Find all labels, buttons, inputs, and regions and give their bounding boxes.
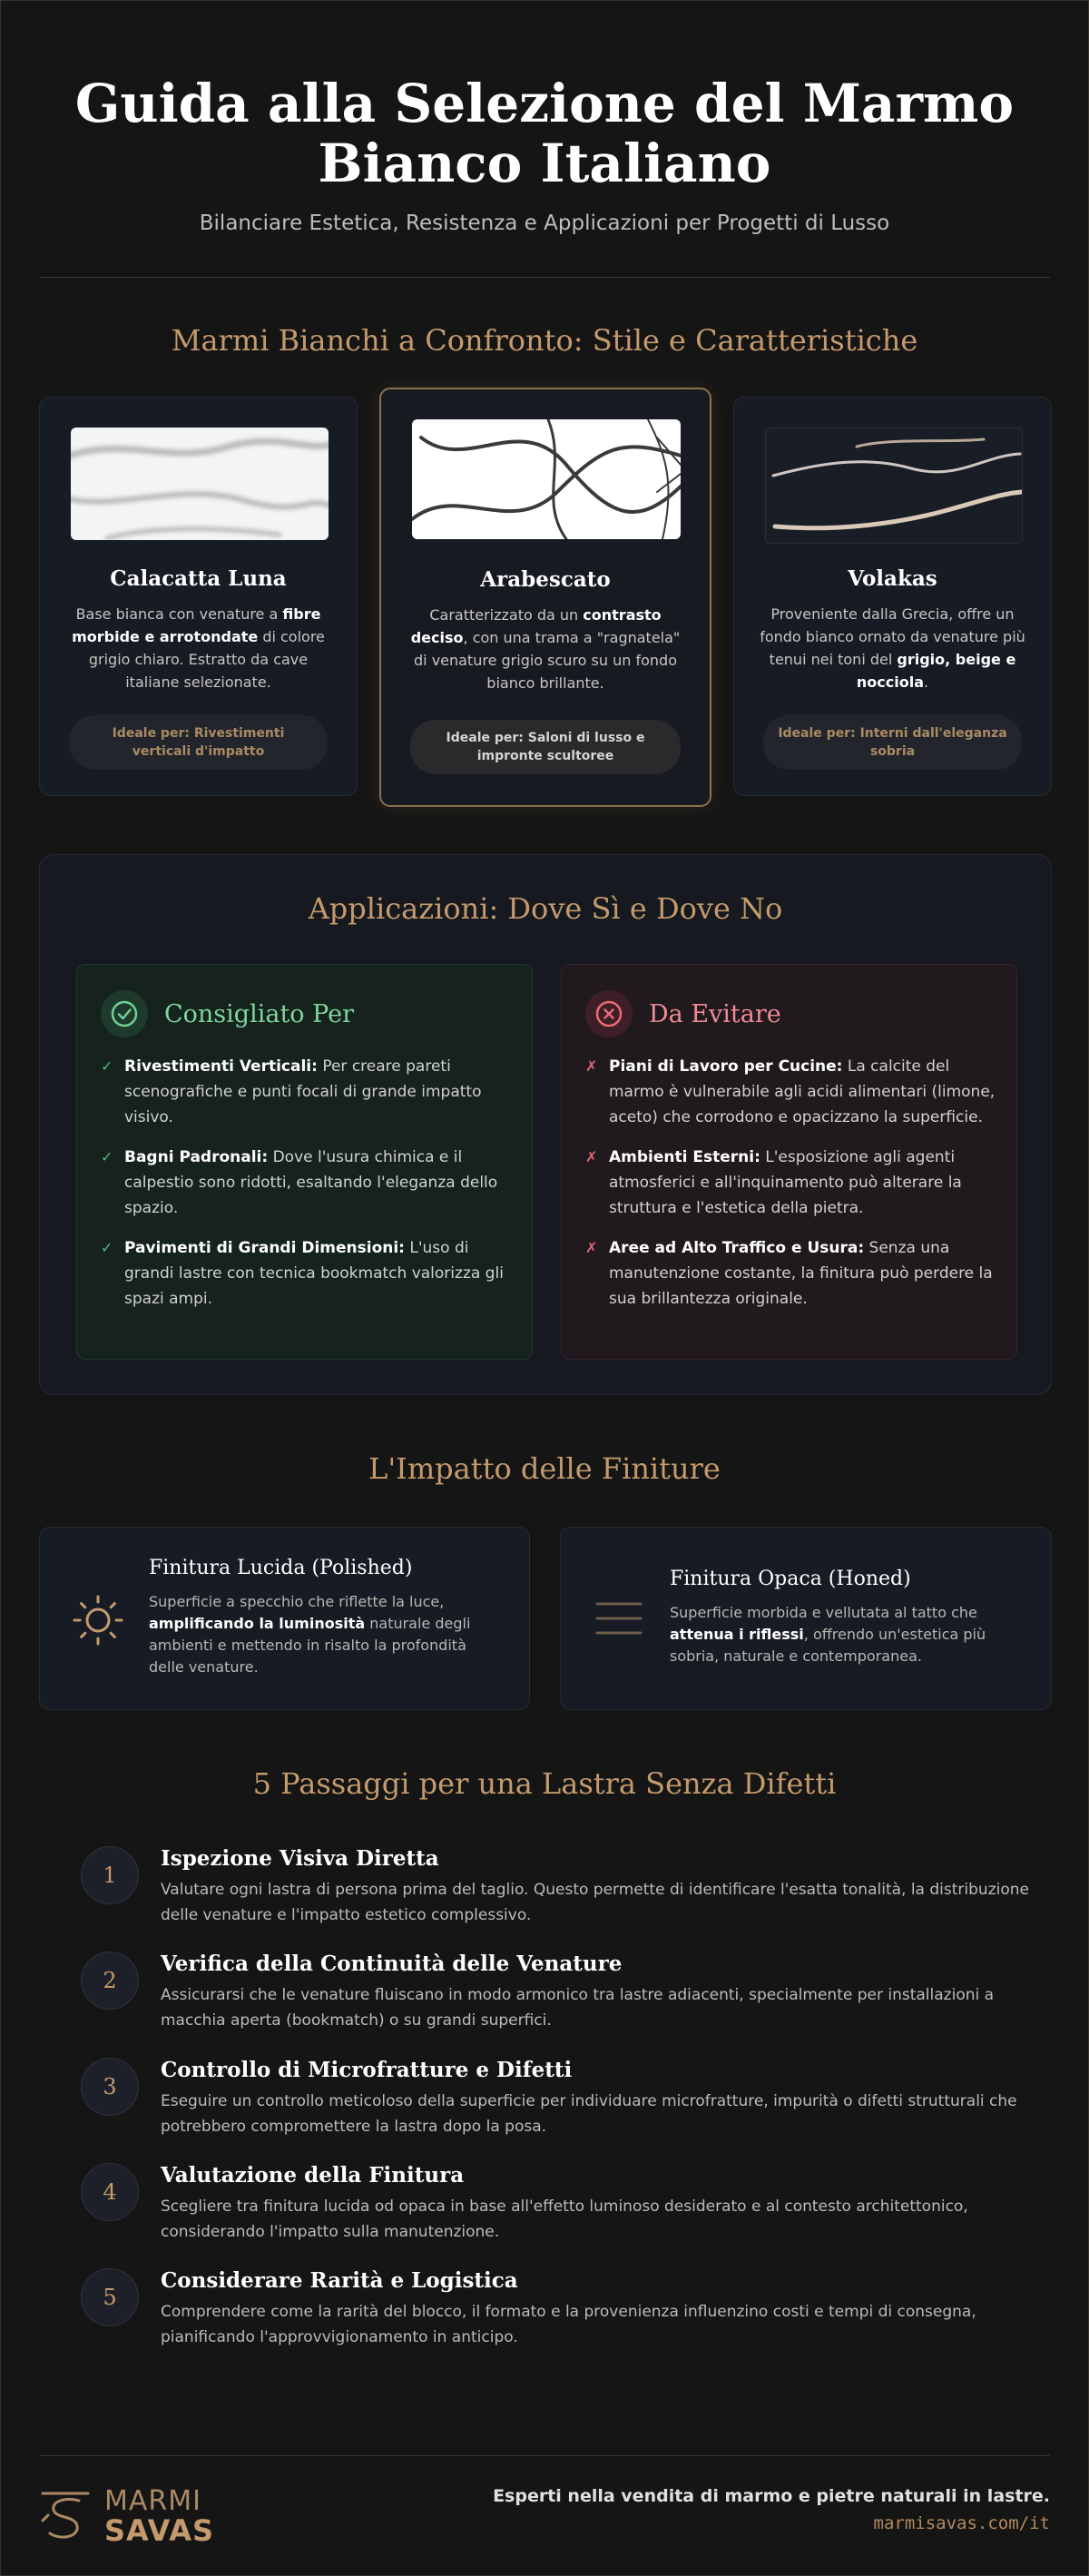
step-description: Valutare ogni lastra di persona prima del taglio. Questo permette di identificare l'esatta tonalità, la distribuzione delle venature e l'impatto estetico complessivo.: [161, 1881, 1029, 1924]
desc-highlight: attenua i riflessi: [670, 1626, 804, 1643]
footer-tagline: Esperti nella vendita di marmo e pietre naturali in lastre.: [493, 2486, 1050, 2506]
volakas-swatch: [765, 428, 1023, 544]
steps-title: 5 Passaggi per una Lastra Senza Difetti: [252, 1766, 837, 1801]
item-heading: Bagni Padronali:: [124, 1148, 269, 1166]
finish-title: Finitura Opaca (Honed): [670, 1568, 911, 1590]
step-title: Ispezione Visiva Diretta: [161, 1846, 439, 1871]
item-heading: Rivestimenti Verticali:: [124, 1057, 318, 1076]
list-item: [101, 1145, 512, 1221]
desc-text: Caratterizzato da un: [429, 606, 584, 624]
check-icon: ✓: [101, 1148, 113, 1165]
recommended-header: [101, 988, 354, 1039]
desc-highlight: contrasto deciso: [410, 606, 662, 646]
list-item: [585, 1145, 996, 1221]
desc-text: Base bianca con venature a: [75, 605, 283, 623]
step-description: Scegliere tra finitura lucida od opaca in base all'effetto luminoso desiderato e al contesto architettonico, considerando l'impatto sulla manutenzione.: [161, 2197, 968, 2241]
logo-mark-icon: [39, 2488, 92, 2544]
step-title: Considerare Rarità e Logistica: [161, 2268, 518, 2293]
item-text: Per creare pareti scenografiche e punti focali di grande impatto visivo.: [124, 1057, 482, 1126]
cross-icon: ✗: [585, 1239, 598, 1256]
ideal-use-badge: Ideale per: Interni dall'eleganza sobria: [763, 715, 1022, 770]
arabescato-veins: [412, 419, 681, 539]
ideal-use-badge: Ideale per: Saloni di lusso e impronte scultoree: [410, 720, 681, 774]
step-number: 2: [81, 1952, 139, 2010]
step-description: Assicurarsi che le venature fluiscano in modo armonico tra lastre adiacenti, specialmente per installazioni a macchia aperta (bookmatch) o su grandi superfici.: [161, 1986, 995, 2030]
footer-url-link[interactable]: marmisavas.com/it: [873, 2513, 1050, 2533]
item-heading: Piani di Lavoro per Cucine:: [609, 1057, 843, 1076]
desc-highlight: amplificando la luminosità: [149, 1615, 366, 1632]
x-circle-icon: [585, 990, 633, 1037]
finish-description: [149, 1591, 503, 1678]
item-text: L'esposizione agli agenti atmosferici e all'inquinamento può alterare la struttura e l'estetica della pietra.: [609, 1148, 962, 1217]
marble-cards: [39, 397, 1052, 814]
finish-description: [670, 1602, 1024, 1667]
header-divider: [39, 277, 1050, 278]
list-item: [585, 1235, 996, 1312]
avoid-title: Da Evitare: [649, 999, 781, 1028]
calacatta-luna-veins: [71, 428, 329, 540]
desc-text: Superficie morbida e vellutata al tatto che: [670, 1604, 977, 1621]
marble-description: [760, 603, 1025, 693]
step-title: Valutazione della Finitura: [161, 2163, 465, 2188]
marbles-section-title: Marmi Bianchi a Confronto: Stile e Caratteristiche: [171, 323, 918, 358]
marble-name: Calacatta Luna: [110, 566, 287, 591]
marble-card-calacatta-luna: [39, 397, 358, 796]
item-heading: Pavimenti di Grandi Dimensioni:: [124, 1239, 405, 1257]
desc-text: , offrendo un'estetica più sobria, naturale e contemporanea.: [670, 1626, 986, 1665]
desc-text: Proveniente dalla Grecia, offre un fondo bianco ornato da venature più tenui nei toni del: [760, 605, 1025, 668]
logo-text: [104, 2485, 215, 2548]
item-text: Dove l'usura chimica e il calpestio sono ridotti, esaltando l'eleganza dello spazio.: [124, 1148, 498, 1217]
avoid-list: [561, 964, 1017, 1360]
marble-name: Arabescato: [480, 567, 611, 592]
page-subtitle: Bilanciare Estetica, Resistenza e Applicazioni per Progetti di Lusso: [199, 211, 890, 235]
step-description: Eseguire un controllo meticoloso della superficie per individuare microfratture, impurità o difetti strutturali che potrebbero compromettere la lastra dopo la posa.: [161, 2092, 1017, 2136]
step-number: 1: [81, 1846, 139, 1904]
avoid-header: [585, 988, 781, 1039]
check-icon: ✓: [101, 1057, 113, 1075]
cross-icon: ✗: [585, 1148, 598, 1165]
finish-card-polished: [39, 1527, 530, 1710]
calacatta-luna-swatch: [71, 428, 329, 540]
list-item: [585, 1054, 996, 1130]
lines-icon: [594, 1597, 644, 1644]
recommended-list: [76, 964, 533, 1360]
item-text: La calcite del marmo è vulnerabile agli acidi alimentari (limone, aceto) che corrodono e opacizzano la superficie.: [609, 1057, 996, 1126]
header: [1, 1, 1088, 235]
desc-text: di colore grigio chiaro. Estratto da cave italiane selezionate.: [88, 628, 325, 691]
marble-card-volakas: [733, 397, 1052, 796]
footer-divider: [39, 2455, 1050, 2456]
brand-logo[interactable]: [39, 2484, 214, 2548]
logo-line-2: SAVAS: [104, 2513, 215, 2548]
marble-description: [407, 604, 684, 694]
item-text: Senza una manutenzione costante, la finitura può perdere la sua brillantezza originale.: [609, 1239, 993, 1308]
applications-title: Applicazioni: Dove Sì e Dove No: [308, 891, 783, 926]
marble-name: Volakas: [848, 566, 937, 591]
item-heading: Aree ad Alto Traffico e Usura:: [609, 1239, 865, 1257]
avoid-items: [585, 1054, 996, 1326]
finishes-title: L'Impatto delle Finiture: [368, 1451, 721, 1486]
step-number: 5: [81, 2268, 139, 2326]
logo-line-1: MARMI: [104, 2485, 201, 2517]
marble-card-arabescato: [379, 388, 711, 807]
item-heading: Ambienti Esterni:: [609, 1148, 760, 1166]
applications-panel: [39, 854, 1052, 1395]
desc-text: Superficie a specchio che riflette la luce,: [149, 1593, 445, 1610]
recommended-items: [101, 1054, 512, 1326]
item-text: L'uso di grandi lastre con tecnica bookmatch valorizza gli spazi ampi.: [124, 1239, 504, 1308]
step-title: Controllo di Microfratture e Difetti: [161, 2058, 573, 2082]
ideal-use-badge: Ideale per: Rivestimenti verticali d'impatto: [69, 715, 328, 770]
recommended-title: Consigliato Per: [164, 999, 354, 1028]
volakas-veins: [766, 428, 1023, 544]
desc-highlight: fibre morbide e arrotondate: [72, 605, 321, 645]
step-number: 3: [81, 2058, 139, 2116]
check-icon: ✓: [101, 1239, 113, 1256]
finish-card-honed: [560, 1527, 1052, 1710]
cross-icon: ✗: [585, 1057, 598, 1075]
list-item: [101, 1054, 512, 1130]
check-circle-icon: [101, 990, 148, 1037]
desc-text: , con una trama a "ragnatela" di venature grigio scuro su un fondo bianco brillante.: [414, 629, 681, 692]
step-number: 4: [81, 2163, 139, 2221]
arabescato-swatch: [412, 419, 681, 539]
step-description: Comprendere come la rarità del blocco, il formato e la provenienza influenzino costi e tempi di consegna, pianificando l'approvvigionamento in anticipo.: [161, 2303, 976, 2346]
desc-text: .: [924, 673, 929, 691]
finish-title: Finitura Lucida (Polished): [149, 1557, 413, 1579]
step-title: Verifica della Continuità delle Venature: [161, 1952, 623, 1976]
sun-icon: [69, 1591, 127, 1653]
marble-description: [65, 603, 331, 693]
desc-highlight: grigio, beige e nocciola: [856, 651, 1016, 691]
desc-text: naturale degli ambienti e mettendo in risalto la profondità delle venature.: [149, 1615, 471, 1676]
list-item: [101, 1235, 512, 1312]
page-title: Guida alla Selezione del Marmo Bianco Italiano: [74, 73, 1015, 194]
